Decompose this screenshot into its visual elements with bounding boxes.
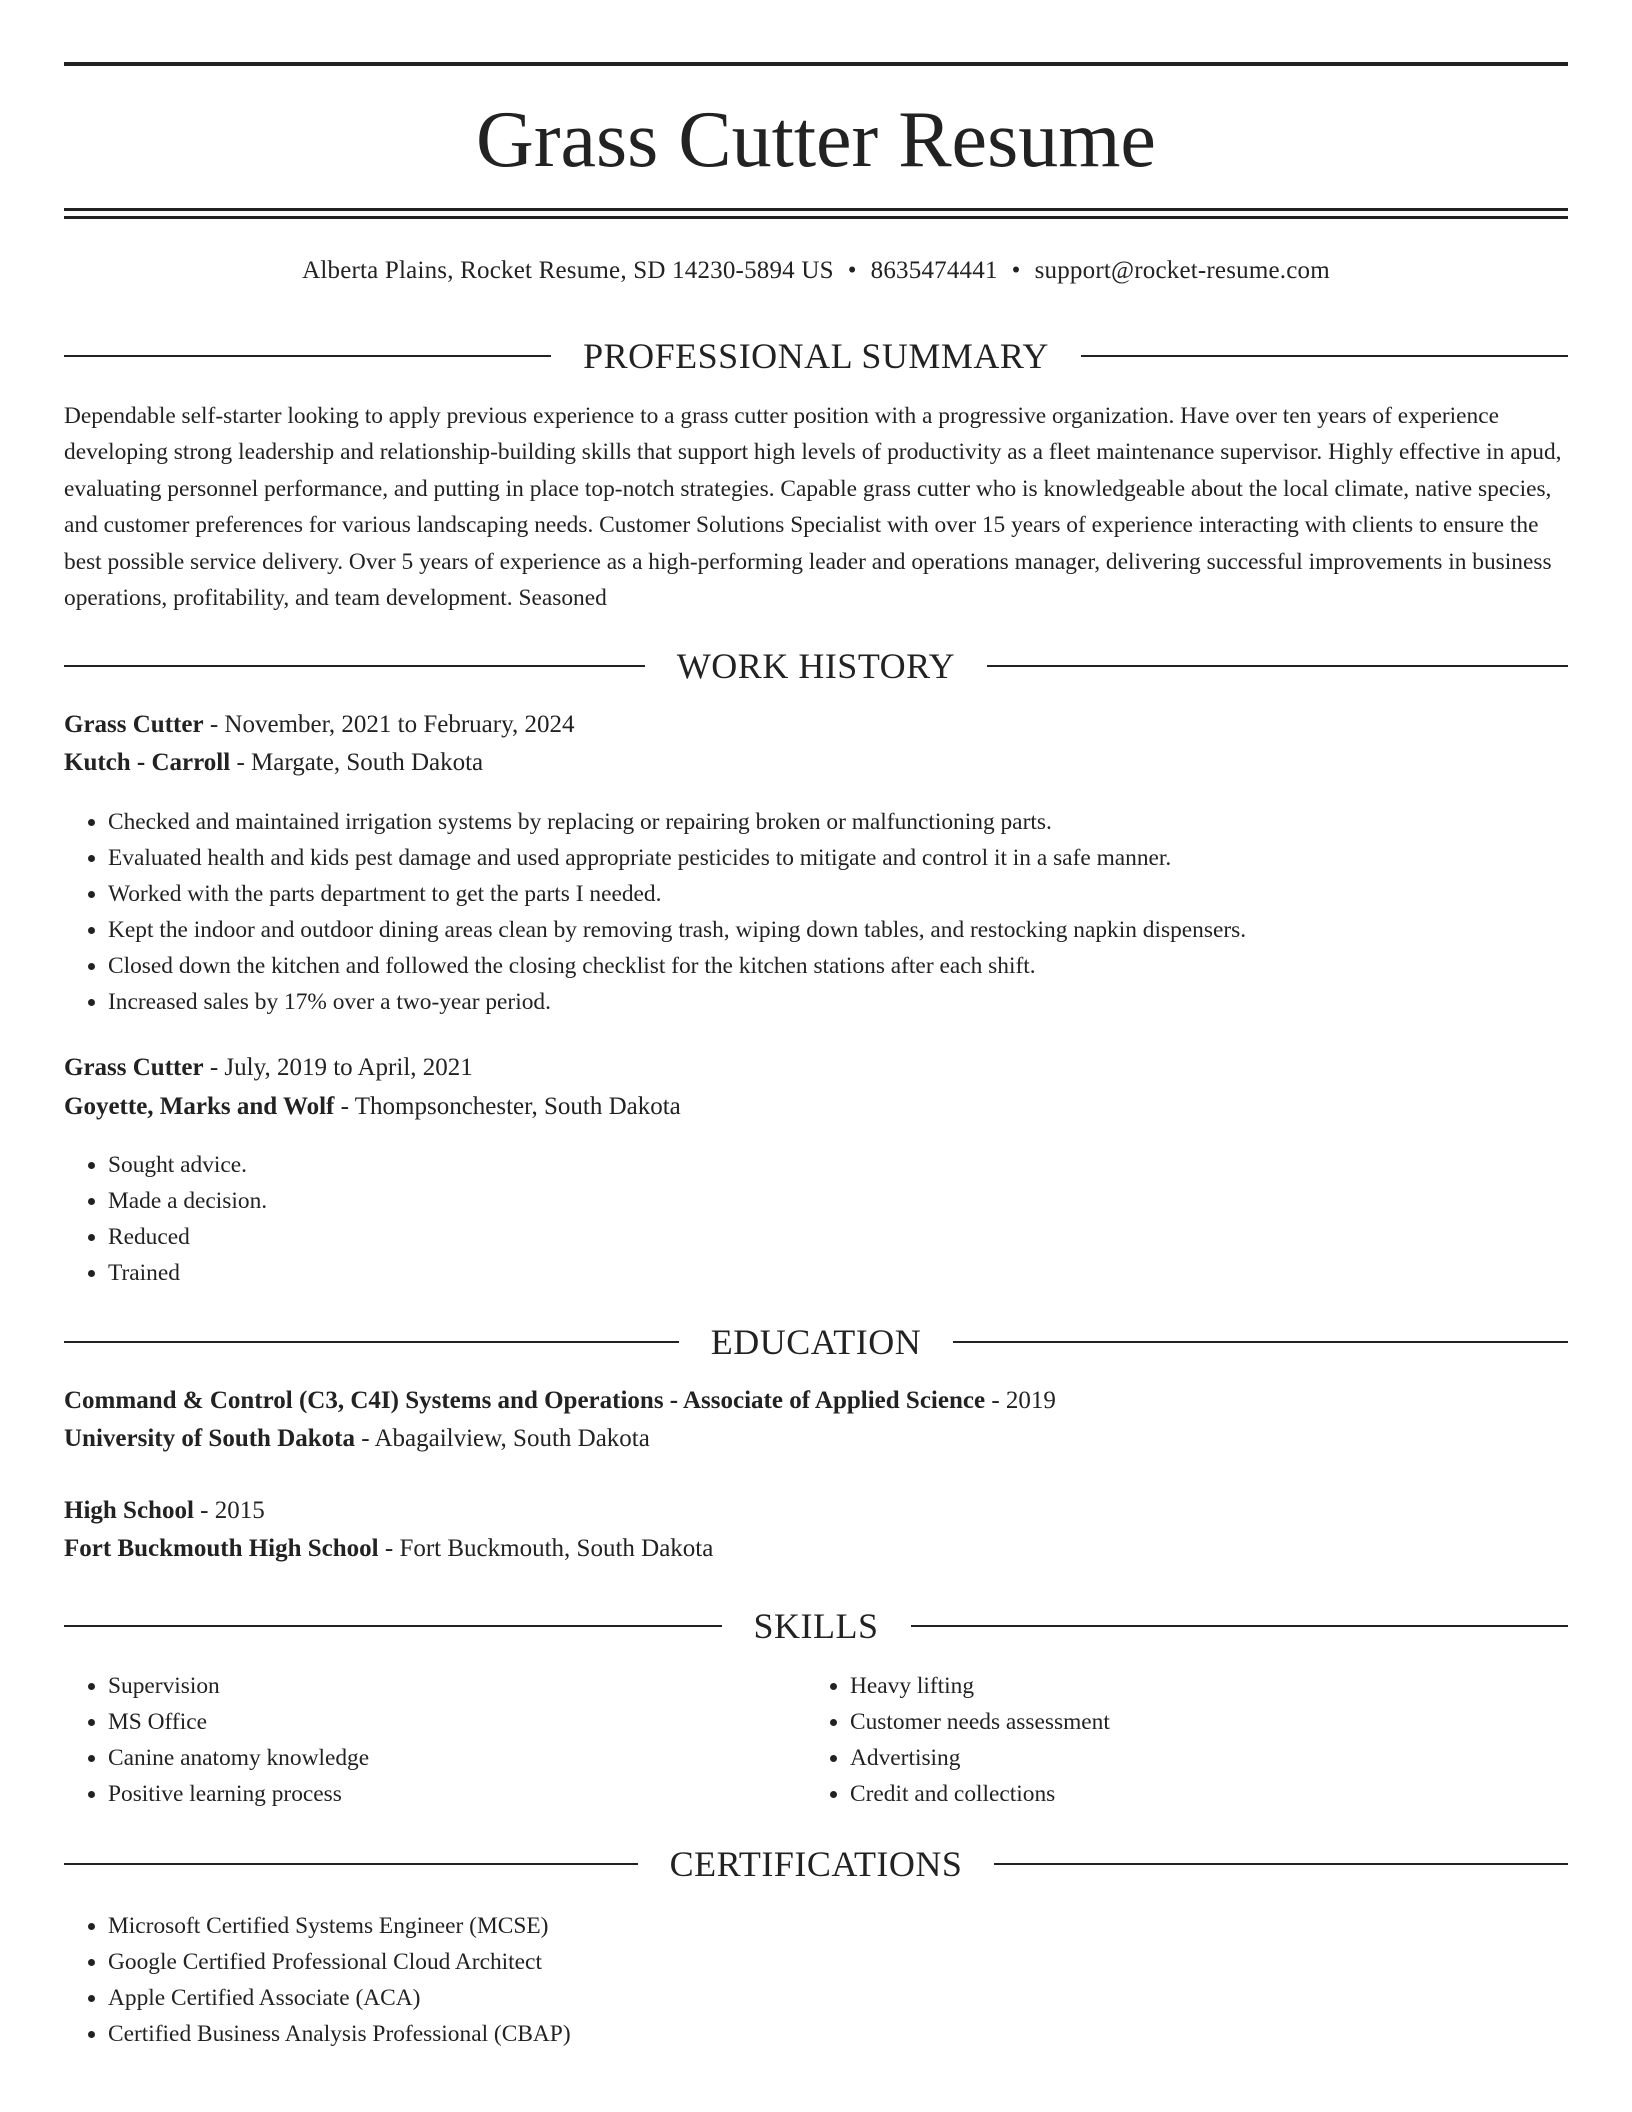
section-title: SKILLS [753,1606,879,1646]
heading-rule [64,355,551,357]
degree-name: Command & Control (C3, C4I) Systems and Operations - Associate of Applied Science [64,1387,986,1414]
heading-rule [64,1341,679,1343]
certifications-heading [64,1842,1568,1886]
school-name: University of South Dakota [64,1425,355,1452]
title-rule-upper [64,208,1568,211]
list-item: • Sought advice. [108,1147,267,1183]
school-line [64,1532,713,1566]
heading-rule [64,1863,638,1865]
skill-item: • Canine anatomy knowledge [108,1740,808,1776]
contact-phone: 8635474441 [870,257,998,284]
list-item: • Made a decision. [108,1183,267,1219]
list-item: • Trained [108,1255,267,1291]
job-location: - Thompsonchester, South Dakota [334,1093,681,1120]
degree-line [64,1384,1056,1418]
skill-item: • Positive learning process [108,1776,808,1812]
contact-address: Alberta Plains, Rocket Resume, SD 14230-5894 US [302,257,834,284]
skill-item: • MS Office [108,1704,808,1740]
heading-rule [987,665,1568,667]
skill-item: • Credit and collections [850,1776,1550,1812]
heading-rule [64,665,645,667]
heading-rule [953,1341,1568,1343]
section-title: WORK HISTORY [676,646,956,686]
list-item: • Increased sales by 17% over a two-year period. [108,984,1246,1020]
degree-year: - 2019 [985,1387,1056,1414]
summary-heading [64,334,1568,378]
skills-list-right [806,1668,1550,1812]
skill-item: • Supervision [108,1668,808,1704]
list-item: • Kept the indoor and outdoor dining areas clean by removing trash, wiping down tables, and restocking napkin dispensers. [108,912,1246,948]
work-history-heading [64,644,1568,688]
job-company: Goyette, Marks and Wolf [64,1093,335,1120]
job-title-line [64,708,574,742]
degree-year: - 2015 [193,1497,265,1524]
section-title: CERTIFICATIONS [669,1844,963,1884]
certification-item: • Apple Certified Associate (ACA) [108,1980,571,2016]
certification-item: • Certified Business Analysis Professional (CBAP) [108,2016,571,2052]
list-item: • Closed down the kitchen and followed the closing checklist for the kitchen stations after each shift. [108,948,1246,984]
job-title: Grass Cutter [64,711,204,738]
job-company-line [64,1090,681,1124]
education-heading [64,1320,1568,1364]
skill-item: • Heavy lifting [850,1668,1550,1704]
job-company: Kutch - Carroll [64,749,231,776]
job-dates: - November, 2021 to February, 2024 [203,711,575,738]
job-title: Grass Cutter [64,1054,204,1081]
school-location: - Abagailview, South Dakota [355,1425,650,1452]
job-location: - Margate, South Dakota [230,749,484,776]
skills-heading [64,1604,1568,1648]
contact-line [64,254,1568,288]
skills-list-left [64,1668,808,1812]
list-item: • Evaluated health and kids pest damage and used appropriate pesticides to mitigate and control it in a safe manner. [108,840,1246,876]
list-item: • Worked with the parts department to get the parts I needed. [108,876,1246,912]
school-line [64,1422,650,1456]
job-title-line [64,1051,473,1085]
certification-item: • Google Certified Professional Cloud Architect [108,1944,571,1980]
job-duties-list [64,804,1246,1020]
heading-rule [911,1625,1569,1627]
section-title: EDUCATION [710,1322,922,1362]
school-location: - Fort Buckmouth, South Dakota [378,1535,714,1562]
job-duties-list [64,1147,267,1291]
contact-separator: • [847,257,857,284]
skill-item: • Advertising [850,1740,1550,1776]
contact-separator: • [1011,257,1021,284]
school-name: Fort Buckmouth High School [64,1535,379,1562]
job-dates: - July, 2019 to April, 2021 [203,1054,473,1081]
section-title: PROFESSIONAL SUMMARY [583,336,1049,376]
heading-rule [994,1863,1568,1865]
resume-title: Grass Cutter Resume [476,96,1156,184]
degree-name: High School [64,1497,194,1524]
title-rule-lower [64,216,1568,219]
contact-email: support@rocket-resume.com [1034,257,1330,284]
certifications-list [64,1908,571,2052]
heading-rule [64,1625,722,1627]
list-item: • Checked and maintained irrigation systems by replacing or repairing broken or malfunctioning parts. [108,804,1246,840]
certification-item: • Microsoft Certified Systems Engineer (MCSE) [108,1908,571,1944]
skill-item: • Customer needs assessment [850,1704,1550,1740]
top-rule [64,62,1568,66]
degree-line [64,1494,265,1528]
list-item: • Reduced [108,1219,267,1255]
summary-text: Dependable self-starter looking to apply previous experience to a grass cutter position with a progressive organization. Have over ten years of experience developing strong leadership and relationship-building skills that support high levels of productivity as a fleet maintenance supervisor. Highly effective in apud, evaluating personnel performance, and putting in place top-notch strategies. Capable grass cutter who is knowledgeable about the local climate, native species, and customer preferences for various landscaping needs. Customer Solutions Specialist with over 15 years of experience interacting with clients to ensure the best possible service delivery. Over 5 years of experience as a high-performing leader and operations manager, delivering successful improvements in business operations, profitability, and team development. Seasoned [64,403,1562,612]
job-company-line [64,746,483,780]
heading-rule [1081,355,1568,357]
